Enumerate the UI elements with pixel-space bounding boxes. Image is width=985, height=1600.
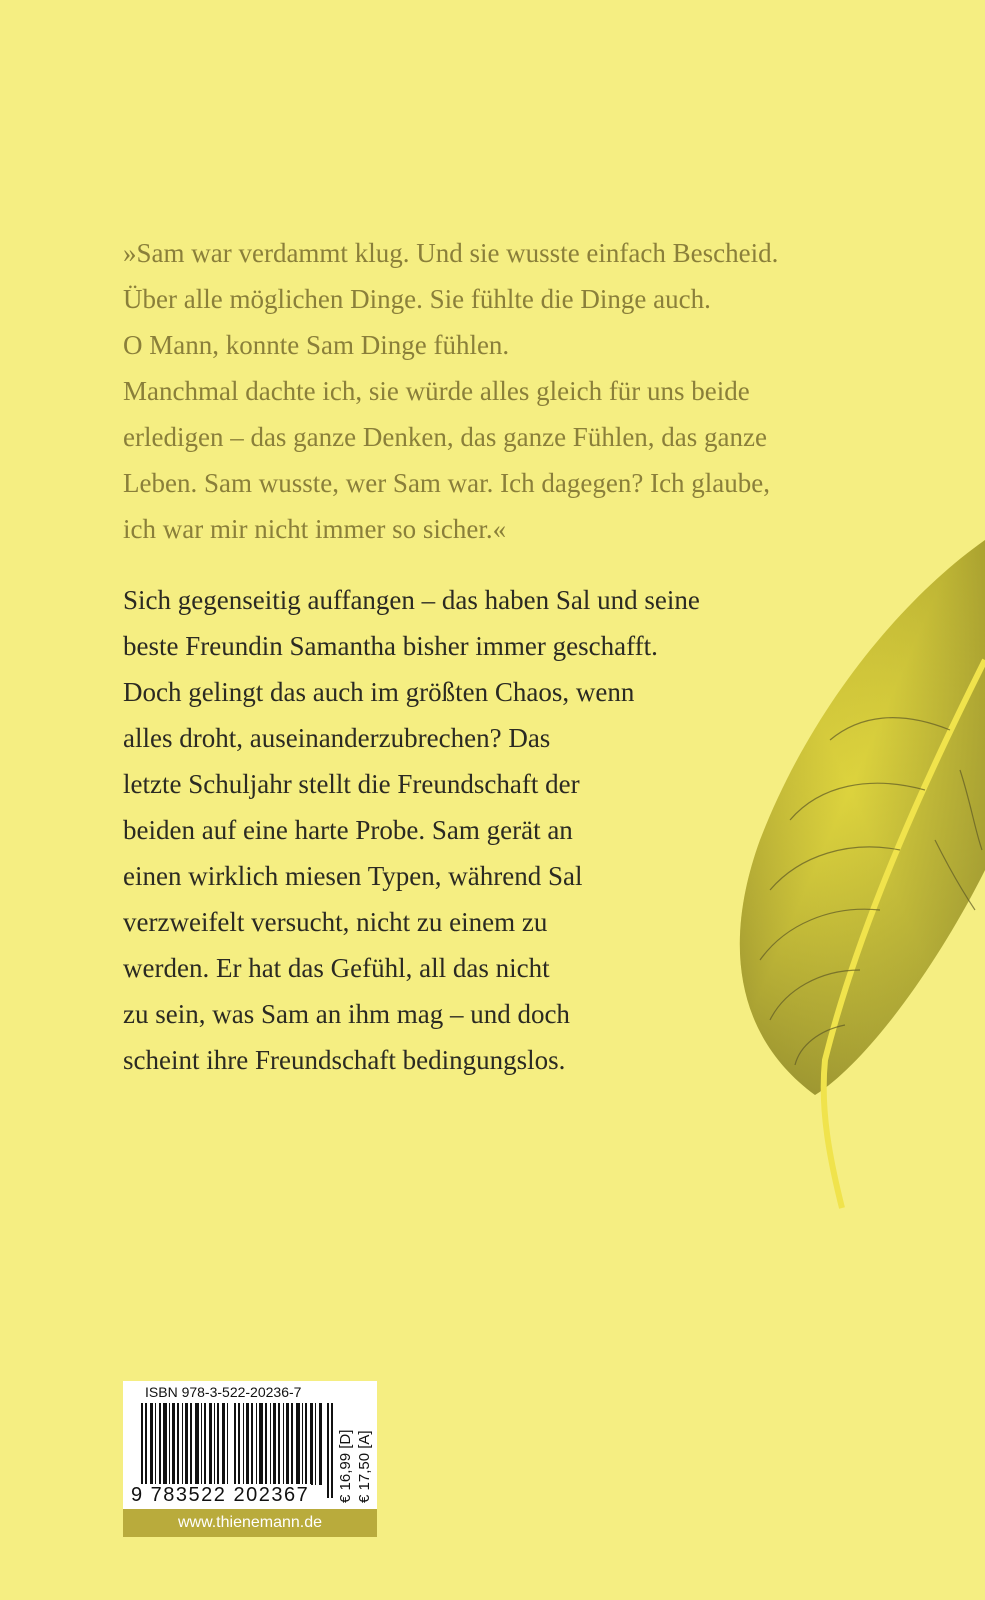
quote-line: ich war mir nicht immer so sicher.« <box>123 514 507 544</box>
quote-line: Manchmal dachte ich, sie würde alles gleich für uns beide <box>123 376 750 406</box>
quote-line: O Mann, konnte Sam Dinge fühlen. <box>123 330 510 360</box>
blurb-line: einen wirklich miesen Typen, während Sal <box>123 861 583 891</box>
leaf-illustration <box>720 540 985 1240</box>
blurb-line: Doch gelingt das auch im größten Chaos, wenn <box>123 677 635 707</box>
isbn-label: ISBN 978-3-522-20236-7 <box>145 1384 302 1400</box>
blurb-line: beiden auf eine harte Probe. Sam gerät an <box>123 815 573 845</box>
blurb-line: letzte Schuljahr stellt die Freundschaft der <box>123 769 580 799</box>
barcode-panel <box>123 1381 377 1537</box>
blurb-line: zu sein, was Sam an ihm mag – und doch <box>123 999 570 1029</box>
publisher-website: www.thienemann.de <box>123 1509 377 1537</box>
barcode-digits: 9 783522 202367 <box>131 1484 310 1506</box>
price-germany: € 16,99 [D] <box>337 1429 354 1503</box>
blurb-line: beste Freundin Samantha bisher immer geschafft. <box>123 631 658 661</box>
quote-line: erledigen – das ganze Denken, das ganze Fühlen, das ganze <box>123 422 767 452</box>
quote-line: Über alle möglichen Dinge. Sie fühlte die Dinge auch. <box>123 284 711 314</box>
blurb-line: Sich gegenseitig auffangen – das haben Sal und seine <box>123 585 700 615</box>
quote-block <box>123 230 883 552</box>
blurb-block <box>123 577 763 1083</box>
blurb-line: verzweifelt versucht, nicht zu einem zu <box>123 907 548 937</box>
price-austria: € 17,50 [A] <box>356 1430 373 1503</box>
quote-line: »Sam war verdammt klug. Und sie wusste einfach Bescheid. <box>123 238 779 268</box>
price-block <box>337 1403 375 1508</box>
quote-line: Leben. Sam wusste, wer Sam war. Ich dagegen? Ich glaube, <box>123 468 771 498</box>
blurb-line: scheint ihre Freundschaft bedingungslos. <box>123 1045 566 1075</box>
blurb-line: werden. Er hat das Gefühl, all das nicht <box>123 953 550 983</box>
blurb-line: alles droht, auseinanderzubrechen? Das <box>123 723 551 753</box>
